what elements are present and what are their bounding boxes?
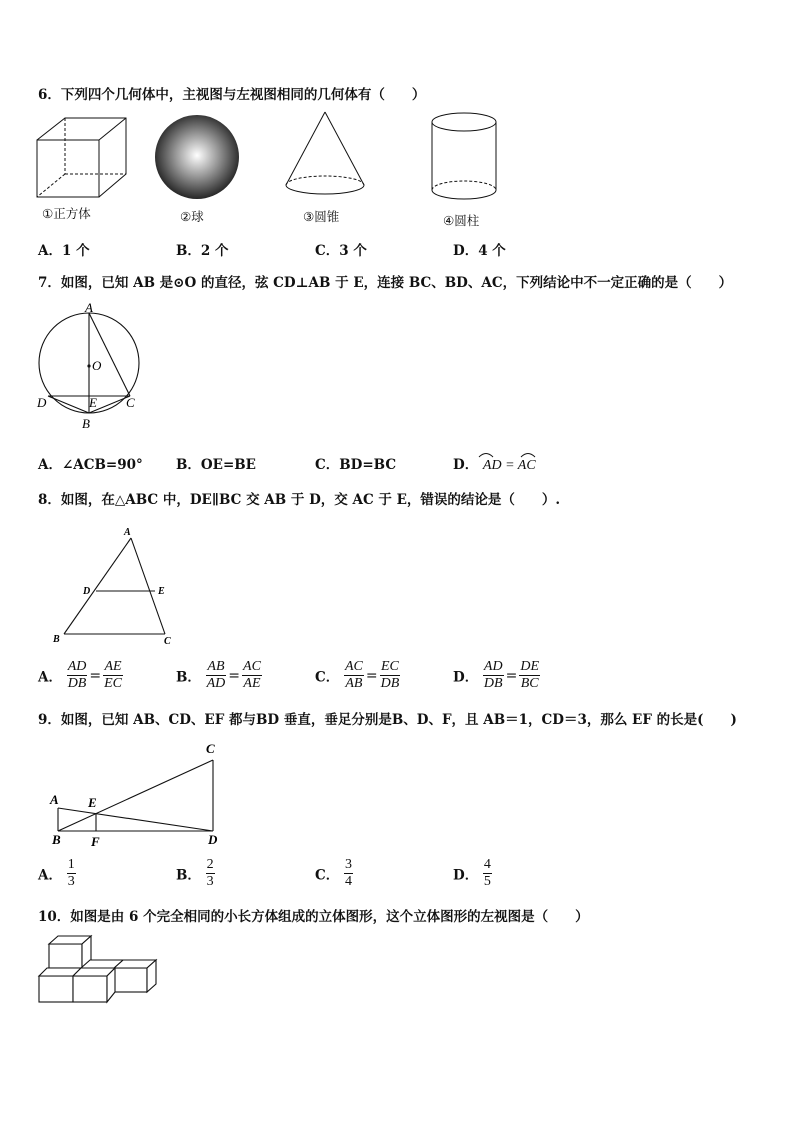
label-b: B: [53, 634, 60, 645]
question-9-stem: 9．如图，已知 AB、CD、EF 都与BD 垂直，垂足分别是B、D、F，且 AB＝1，CD＝3，那么 EF 的长是( ): [38, 712, 737, 728]
label-d: D: [208, 832, 218, 847]
label-c: C: [126, 395, 135, 410]
fraction: $\frac{AE}{EC}$: [104, 659, 122, 691]
fraction: $\frac{AC}{AE}$: [243, 659, 261, 691]
label-d: D: [83, 586, 91, 597]
q9-option-d-prefix: D．: [453, 867, 479, 884]
q8-option-b[interactable]: B． $\frac{AB}{AD}$ = $\frac{AC}{AE}$: [176, 659, 261, 691]
q9-option-b-prefix: B．: [176, 867, 201, 884]
question-8-stem: 8．如图，在△ABC 中，DE∥BC 交 AB 于 D，交 AC 于 E，错误的结论是（ ）.: [38, 492, 561, 508]
arc-marks: [477, 450, 539, 458]
fraction: $\frac{1}{3}$: [67, 857, 75, 889]
q9-option-a-prefix: A．: [38, 867, 62, 884]
label-o: O: [92, 358, 102, 373]
q7-option-a[interactable]: A．∠ACB=90°: [38, 457, 143, 473]
triangle-diagram: [52, 524, 178, 648]
label-c: C: [206, 741, 215, 756]
q6-option-b[interactable]: B．2 个: [176, 243, 229, 259]
label-e: E: [89, 395, 97, 410]
fraction: $\frac{4}{5}$: [483, 857, 491, 889]
q6-option-a[interactable]: A．1 个: [38, 243, 90, 259]
q7-option-c[interactable]: C．BD=BC: [315, 457, 397, 473]
q9-option-c-prefix: C．: [315, 867, 340, 884]
question-7-stem: 7．如图，已知 AB 是⊙O 的直径，弦 CD⊥AB 于 E，连接 BC、BD、AC，下列结论中不一定正确的是（ ）: [38, 275, 733, 291]
cone-caption: ③圆锥: [303, 209, 340, 224]
label-a: A: [124, 527, 131, 538]
cylinder-caption: ④圆柱: [443, 213, 480, 228]
fraction: $\frac{EC}{DB}$: [380, 659, 400, 691]
q9-option-a[interactable]: [38, 857, 76, 890]
fraction: $\frac{AD}{DB}$: [483, 659, 503, 691]
q6-option-c[interactable]: C．3 个: [315, 243, 367, 259]
label-b: B: [82, 416, 90, 431]
q8-option-b-prefix: B．: [176, 669, 201, 686]
q6-option-d[interactable]: D．4 个: [453, 243, 506, 259]
fraction: $\frac{AD}{DB}$: [67, 659, 87, 691]
q8-option-a-prefix: A．: [38, 669, 62, 686]
q8-option-c-prefix: C．: [315, 669, 340, 686]
q9-option-c[interactable]: [315, 857, 353, 890]
question-6-stem: 6．下列四个几何体中，主视图与左视图相同的几何体有（ ）: [38, 87, 426, 103]
q9-option-d[interactable]: [453, 857, 492, 890]
arc-equality: AD = AC: [482, 458, 536, 473]
cuboid-stack-figure: [36, 932, 164, 1008]
q8-option-d[interactable]: D． $\frac{AD}{DB}$ = $\frac{DE}{BC}$: [453, 659, 539, 691]
cube-caption: ①正方体: [42, 206, 91, 221]
label-a: A: [85, 300, 93, 315]
q8-option-a[interactable]: A． $\frac{AD}{DB}$ = $\frac{AE}{EC}$: [38, 659, 122, 691]
q7-option-d-prefix: D．: [453, 457, 479, 473]
fraction: $\frac{DE}{BC}$: [520, 659, 539, 691]
sphere-figure: [153, 113, 241, 201]
label-e: E: [88, 795, 97, 810]
label-d: D: [37, 395, 47, 410]
label-b: B: [52, 832, 61, 847]
cone-figure: [283, 110, 367, 198]
fraction: $\frac{2}{3}$: [206, 857, 214, 889]
cylinder-figure: [429, 110, 499, 206]
label-e: E: [158, 586, 165, 597]
sphere-caption: ②球: [180, 209, 204, 224]
q8-option-c[interactable]: C． $\frac{AC}{AB}$ = $\frac{EC}{DB}$: [315, 659, 400, 691]
perpendicular-diagram: [46, 738, 232, 854]
label-c: C: [164, 636, 171, 647]
q7-option-b[interactable]: B．OE=BE: [176, 457, 256, 473]
q9-option-b[interactable]: [176, 857, 215, 890]
label-f: F: [91, 834, 100, 849]
label-a: A: [50, 792, 59, 807]
fraction: $\frac{AC}{AB}$: [344, 659, 363, 691]
question-10-stem: 10．如图是由 6 个完全相同的小长方体组成的立体图形，这个立体图形的左视图是（ ）: [38, 909, 589, 925]
fraction: $\frac{3}{4}$: [344, 857, 352, 889]
fraction: $\frac{AB}{AD}$: [206, 659, 226, 691]
q7-option-d[interactable]: [453, 453, 536, 474]
circle-diagram: [32, 300, 144, 434]
cube-figure: [36, 114, 128, 200]
q8-option-d-prefix: D．: [453, 669, 479, 686]
